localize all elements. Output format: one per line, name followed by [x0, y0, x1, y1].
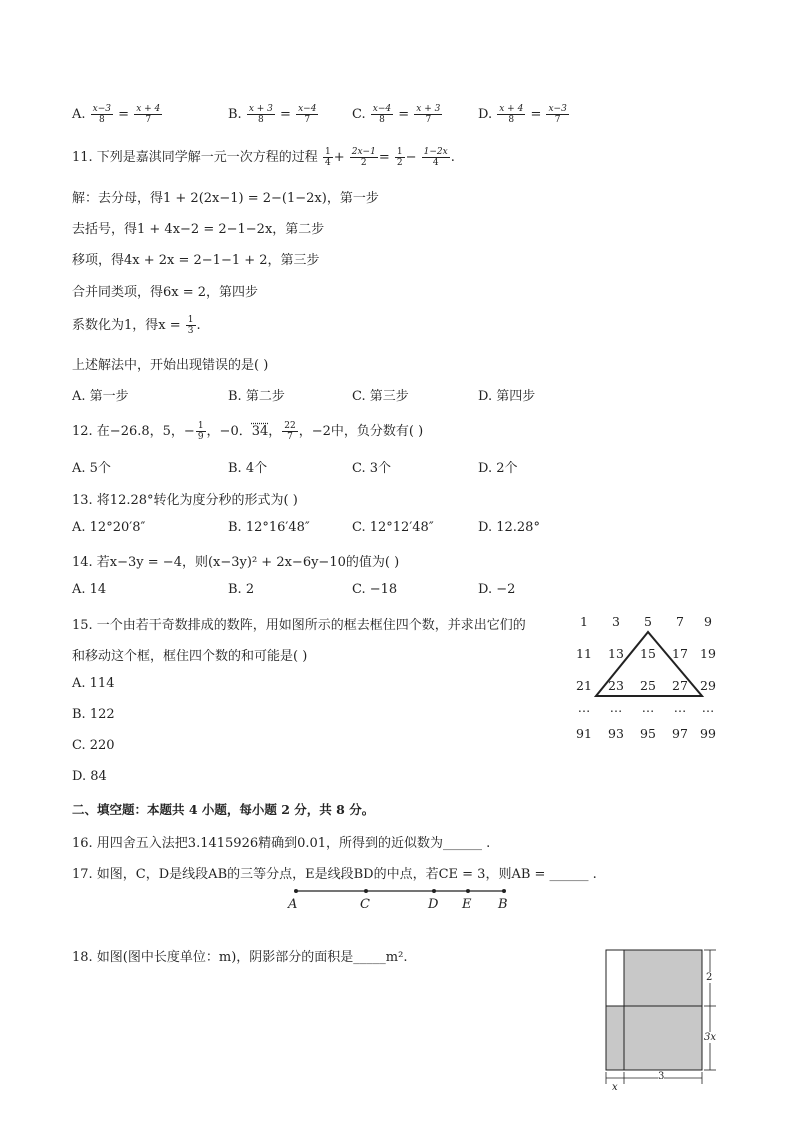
grid-number: 21 — [576, 678, 592, 693]
q15-option-c: C. 220 — [72, 738, 115, 753]
q12-option-a: A. 5个 — [72, 461, 111, 476]
grid-number: 25 — [640, 678, 656, 693]
grid-number: 93 — [608, 726, 624, 741]
q11-step1: 解：去分母，得1 + 2(2x−1) = 2−(1−2x)，第一步 — [72, 191, 379, 206]
section-2-header: 二、填空题：本题共 4 小题，每小题 2 分，共 8 分。 — [72, 802, 375, 817]
grid-number: 99 — [700, 726, 716, 741]
q14-option-c: C. −18 — [352, 582, 398, 597]
q10-option-d: D. $\frac{x + 4}{8}$ = $\frac{x-3}{7}$ — [478, 104, 567, 125]
q15-option-b: B. 122 — [72, 707, 115, 722]
q12-stem: 12. 在−26.8，5，− $\frac{1}{9}$ ，−0．34， $\frac{22}{7}$ ，−2中，负分数有( ) — [72, 421, 424, 442]
q18-stem: 18. 如图(图中长度单位：m)，阴影部分的面积是_____m². — [72, 950, 408, 965]
grid-number: 29 — [700, 678, 716, 693]
grid-number: 7 — [676, 614, 684, 629]
q10-option-b: B. $\frac{x + 3}{8}$ = $\frac{x-4}{7}$ — [228, 104, 317, 125]
grid-number: … — [701, 700, 715, 715]
grid-number: 1 — [580, 614, 588, 629]
q17-stem: 17. 如图，C，D是线段AB的三等分点，E是线段BD的中点，若CE = 3，则AB = ______ . — [72, 867, 597, 882]
q15-option-d: D. 84 — [72, 769, 107, 784]
grid-number: … — [577, 700, 591, 715]
grid-number: 27 — [672, 678, 688, 693]
grid-number: … — [609, 700, 623, 715]
grid-number: 97 — [672, 726, 688, 741]
grid-number: 5 — [644, 614, 652, 629]
grid-number: 19 — [700, 646, 716, 661]
q13-option-d: D. 12.28° — [478, 520, 540, 535]
q13-option-a: A. 12°20′8″ — [72, 520, 146, 535]
dim-w-label: 3 — [658, 1071, 665, 1082]
q18-figure — [600, 944, 730, 1094]
grid-number: 95 — [640, 726, 656, 741]
point-d-label: D — [428, 897, 439, 912]
q11-step2: 去括号，得1 + 4x−2 = 2−1−2x，第二步 — [72, 222, 325, 237]
q12-option-c: C. 3个 — [352, 461, 392, 476]
q11-option-b: B. 第二步 — [228, 389, 285, 404]
dim-top-label: 2 — [706, 972, 713, 983]
q10-option-c: C. $\frac{x-4}{8}$ = $\frac{x + 3}{7}$ — [352, 104, 441, 125]
q13-stem: 13. 将12.28°转化为度分秒的形式为( ) — [72, 493, 298, 508]
q13-option-c: C. 12°12′48″ — [352, 520, 434, 535]
q13-option-b: B. 12°16′48″ — [228, 520, 310, 535]
q11-option-c: C. 第三步 — [352, 389, 409, 404]
q12-option-d: D. 2个 — [478, 461, 518, 476]
q11-stem: 11. 下列是嘉淇同学解一元一次方程的过程 $\frac{1}{4}$ + $\frac{2x-1}{2}$ = $\frac{1}{2}$ − $\frac{1-2x}{4}$ . — [72, 147, 455, 168]
q14-option-a: A. 14 — [72, 582, 107, 597]
grid-number: 91 — [576, 726, 592, 741]
q11-step4: 合并同类项，得6x = 2，第四步 — [72, 285, 259, 300]
point-b-label: B — [498, 897, 508, 912]
dim-x-label: x — [612, 1082, 618, 1093]
q15-figure — [570, 610, 730, 750]
grid-number: 11 — [576, 646, 592, 661]
q11-option-a: A. 第一步 — [72, 389, 129, 404]
grid-number: … — [673, 700, 687, 715]
point-a-label: A — [288, 897, 298, 912]
grid-number: 9 — [704, 614, 712, 629]
grid-number: 15 — [640, 646, 656, 661]
grid-number: … — [641, 700, 655, 715]
q11-step3: 移项，得4x + 2x = 2−1−1 + 2，第三步 — [72, 253, 320, 268]
q15-line1: 15. 一个由若干奇数排成的数阵，用如图所示的框去框住四个数，并求出它们的 — [72, 618, 526, 633]
q16-stem: 16. 用四舍五入法把3.1415926精确到0.01，所得到的近似数为______ . — [72, 836, 491, 851]
point-e-label: E — [462, 897, 472, 912]
q12-option-b: B. 4个 — [228, 461, 268, 476]
q14-stem: 14. 若x−3y = −4，则(x−3y)² + 2x−6y−10的值为( ) — [72, 555, 400, 570]
q15-option-a: A. 114 — [72, 676, 115, 691]
q11-question: 上述解法中，开始出现错误的是( ) — [72, 358, 269, 373]
point-c-label: C — [360, 897, 370, 912]
q10-option-a: A. $\frac{x-3}{8}$ = $\frac{x + 4}{7}$ — [72, 104, 161, 125]
q14-option-b: B. 2 — [228, 582, 255, 597]
grid-number: 13 — [608, 646, 624, 661]
q11-step5: 系数化为1，得x = $\frac{1}{3}$ . — [72, 315, 201, 336]
q17-segment-figure — [280, 884, 520, 916]
grid-number: 17 — [672, 646, 688, 661]
q11-option-d: D. 第四步 — [478, 389, 536, 404]
dim-bottom-label: 3x — [704, 1032, 717, 1043]
q14-option-d: D. −2 — [478, 582, 516, 597]
q15-line2: 和移动这个框，框住四个数的和可能是( ) — [72, 649, 308, 664]
grid-number: 23 — [608, 678, 624, 693]
grid-number: 3 — [612, 614, 620, 629]
